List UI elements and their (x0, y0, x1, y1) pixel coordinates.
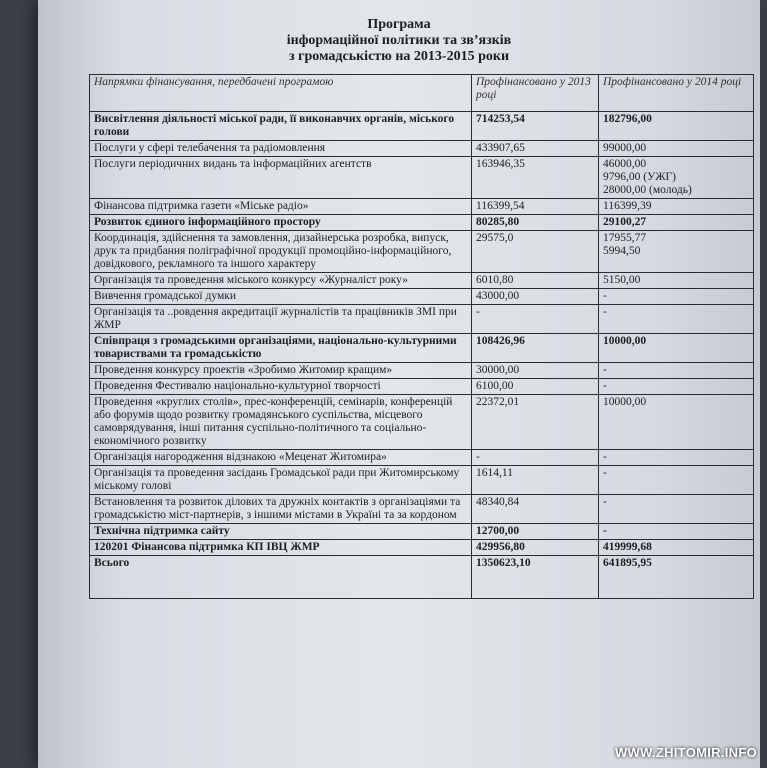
row-label: Організація та ..ровдення акредитації журналістів та працівників ЗМІ при ЖМР (90, 305, 472, 334)
row-2014-value-1: 46000,00 (603, 158, 647, 170)
row-2013: 43000,00 (472, 289, 599, 305)
row-2014: - (599, 379, 754, 395)
table-row (90, 199, 754, 215)
row-label: Фінансова підтримка газети «Міське радіо» (90, 199, 472, 215)
row-2014: - (599, 289, 754, 305)
row-2013: 12700,00 (472, 524, 599, 540)
row-label: Розвиток єдиного інформаційного простору (90, 215, 472, 231)
row-2013: 429956,80 (472, 540, 599, 556)
header-2014: Профінансовано у 2014 році (599, 75, 754, 112)
row-label: Висвітлення діяльності міської ради, її виконавчих органів, міського голови (90, 112, 472, 141)
row-2013: 48340,84 (472, 495, 599, 524)
row-2013: 116399,54 (472, 199, 599, 215)
row-2014: 5150,00 (599, 273, 754, 289)
row-2014: - (599, 305, 754, 334)
row-2014-value-3: 28000,00 (молодь) (603, 184, 692, 196)
row-2013: - (472, 450, 599, 466)
row-2014: - (599, 495, 754, 524)
row-2014: 419999,68 (599, 540, 754, 556)
row-2013: 80285,80 (472, 215, 599, 231)
table-row (90, 524, 754, 540)
table-row (90, 112, 754, 141)
row-2014-value-2: 5994,50 (603, 245, 641, 257)
row-2014: - (599, 524, 754, 540)
row-label: Послуги періодичних видань та інформаційних агентств (90, 157, 472, 199)
row-2014: - (599, 466, 754, 495)
row-label: Послуги у сфері телебачення та радіомовлення (90, 141, 472, 157)
total-row (90, 556, 754, 599)
row-label: Організація нагородження відзнакою «Меценат Житомира» (90, 450, 472, 466)
row-2014: 29100,27 (599, 215, 754, 231)
row-2013: 30000,00 (472, 363, 599, 379)
document-subtitle-line-1: інформаційної політики та зв’язків (286, 33, 512, 48)
document-subtitle-line-2: з громадськістю на 2013-2015 роки (288, 49, 510, 64)
row-2013: 1614,11 (472, 466, 599, 495)
row-label: Встановлення та розвиток ділових та дружніх контактів з організаціями та громадськістю міст-партнерів, з іншими містами в Україні та за кордоном (90, 495, 472, 524)
row-2014: 116399,39 (599, 199, 754, 215)
row-2014 (599, 157, 754, 199)
row-label: Технічна підтримка сайту (90, 524, 472, 540)
row-2014: - (599, 363, 754, 379)
row-2014-value-1: 17955,77 (603, 232, 647, 244)
table-row (90, 157, 754, 199)
row-label: Вивчення громадської думки (90, 289, 472, 305)
row-2014: 182796,00 (599, 112, 754, 141)
row-2013: 22372,01 (472, 395, 599, 450)
row-label: Співпраця з громадськими організаціями, національно-культурними товариствами та громадськістю (90, 334, 472, 363)
table-row (90, 466, 754, 495)
row-label: Проведення конкурсу проектів «Зробимо Житомир кращим» (90, 363, 472, 379)
row-label: Координація, здійснення та замовлення, дизайнерська розробка, випуск, друк та придбання поліграфічної продукції промоційно-інформаційного, довідкового, рекламного та іншого характеру (90, 231, 472, 273)
table-row (90, 363, 754, 379)
table-header-row (90, 75, 754, 112)
row-2013: 433907,65 (472, 141, 599, 157)
table-row (90, 395, 754, 450)
row-label: Організація та проведення засідань Громадської ради при Житомирському міському голові (90, 466, 472, 495)
total-2013: 1350623,10 (472, 556, 599, 599)
row-2014 (599, 231, 754, 273)
row-label: Організація та проведення міського конкурсу «Журналіст року» (90, 273, 472, 289)
row-2014: 99000,00 (599, 141, 754, 157)
header-directions: Напрямки фінансування, передбачені програмою (90, 75, 472, 112)
table-row (90, 379, 754, 395)
table-row (90, 273, 754, 289)
row-2013: 714253,54 (472, 112, 599, 141)
total-2014: 641895,95 (599, 556, 754, 599)
funding-table (89, 74, 754, 599)
row-2013: 29575,0 (472, 231, 599, 273)
row-label: 120201 Фінансова підтримка КП ІВЦ ЖМР (90, 540, 472, 556)
table-row (90, 540, 754, 556)
table-row (90, 334, 754, 363)
row-2014: 10000,00 (599, 395, 754, 450)
row-2013: 108426,96 (472, 334, 599, 363)
row-2013: 6010,80 (472, 273, 599, 289)
total-label: Всього (90, 556, 472, 599)
row-label: Проведення Фестивалю національно-культурної творчості (90, 379, 472, 395)
document-title: Програма (367, 17, 431, 32)
row-2014: 10000,00 (599, 334, 754, 363)
row-2013: - (472, 305, 599, 334)
table-row (90, 231, 754, 273)
table-row (90, 450, 754, 466)
table-row (90, 215, 754, 231)
row-2013: 163946,35 (472, 157, 599, 199)
row-2014-value-2: 9796,00 (УЖГ) (603, 171, 677, 183)
header-2013: Профінансовано у 2013 році (472, 75, 599, 112)
table-row (90, 289, 754, 305)
row-label: Проведення «круглих столів», прес-конференцій, семінарів, конференцій або форумів щодо розвитку громадянського суспільства, місцевого самоврядування, інші питання суспільно-політичного та соціально-економічного розвитку (90, 395, 472, 450)
row-2014: - (599, 450, 754, 466)
watermark: WWW.ZHITOMIR.INFO (614, 745, 757, 760)
row-2013: 6100,00 (472, 379, 599, 395)
table-row (90, 305, 754, 334)
table-row (90, 495, 754, 524)
table-row (90, 141, 754, 157)
